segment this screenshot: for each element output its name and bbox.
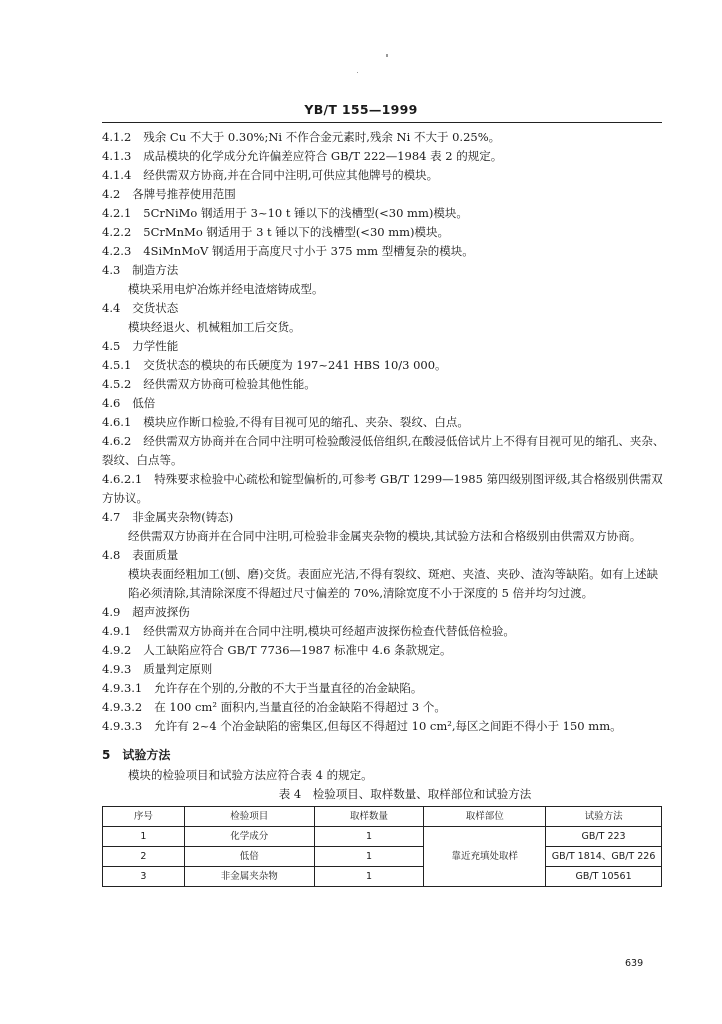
clause-line	[102, 432, 668, 470]
cell-method: GB/T 223	[546, 827, 662, 847]
clause-text: 经供需双方协商可检验其他性能。	[143, 377, 316, 391]
clause-number: 4.9.3	[102, 662, 132, 676]
clause-number: 4.6.2.1	[102, 472, 143, 486]
clause-list	[102, 128, 668, 736]
clause-number: 4.2.1	[102, 206, 132, 220]
clause-line	[102, 698, 668, 717]
table-header-row	[103, 807, 662, 827]
cell-seq: 3	[103, 867, 185, 887]
table-row	[103, 827, 662, 847]
cell-seq: 1	[103, 827, 185, 847]
page-number: 639	[625, 958, 644, 969]
clause-line	[102, 717, 668, 736]
clause-number: 4.4	[102, 301, 121, 315]
clause-number: 4.3	[102, 263, 121, 277]
clause-line	[102, 280, 668, 299]
clause-line	[102, 546, 668, 565]
clause-text: 超声波探伤	[132, 605, 190, 619]
clause-text: 经供需双方协商并在合同中注明可检验酸浸低倍组织,在酸浸低倍试片上不得有目视可见的缩孔、夹杂、裂纹、白点等。	[102, 434, 665, 467]
clause-text: 残余 Cu 不大于 0.30%;Ni 不作合金元素时,残余 Ni 不大于 0.25%。	[143, 130, 501, 144]
clause-number: 4.9.1	[102, 624, 132, 638]
clause-text: 在 100 cm² 面积内,当量直径的冶金缺陷不得超过 3 个。	[154, 700, 446, 714]
clause-text: 各牌号推荐使用范围	[132, 187, 236, 201]
clause-line	[102, 261, 668, 280]
cell-item: 非金属夹杂物	[184, 867, 314, 887]
header-location: 取样部位	[424, 807, 546, 827]
cell-qty: 1	[314, 847, 424, 867]
scan-mark	[386, 54, 388, 57]
clause-number: 4.1.3	[102, 149, 132, 163]
clause-number: 4.6.1	[102, 415, 132, 429]
cell-method: GB/T 1814、GB/T 226	[546, 847, 662, 867]
clause-text: 5CrNiMo 钢适用于 3~10 t 锤以下的浅槽型(<30 mm)模块。	[143, 206, 468, 220]
clause-text: 力学性能	[132, 339, 179, 353]
clause-text: 人工缺陷应符合 GB/T 7736—1987 标准中 4.6 条款规定。	[143, 643, 452, 657]
table-4-caption: 表 4 检验项目、取样数量、取样部位和试验方法	[278, 787, 532, 801]
clause-number: 4.7	[102, 510, 121, 524]
table-row	[103, 867, 662, 887]
clause-line	[102, 204, 668, 223]
clause-text: 经供需双方协商并在合同中注明,模块可经超声波探伤检查代替低倍检验。	[143, 624, 515, 638]
clause-text: 特殊要求检验中心疏松和锭型偏析的,可参考 GB/T 1299—1985 第四级别图评级,其合格级别供需双方协议。	[102, 472, 663, 505]
clause-text: 表面质量	[132, 548, 179, 562]
clause-line	[102, 318, 668, 337]
clause-text: 允许存在个别的,分散的不大于当量直径的冶金缺陷。	[154, 681, 423, 695]
clause-line	[102, 356, 668, 375]
clause-line	[102, 375, 668, 394]
clause-number: 4.9.3.1	[102, 681, 143, 695]
clause-line	[102, 128, 668, 147]
clause-line	[102, 394, 668, 413]
clause-text: 模块应作断口检验,不得有目视可见的缩孔、夹杂、裂纹、白点。	[143, 415, 469, 429]
cell-seq: 2	[103, 847, 185, 867]
header-qty: 取样数量	[314, 807, 424, 827]
cell-qty: 1	[314, 827, 424, 847]
clause-line	[102, 413, 668, 432]
document-body	[102, 128, 668, 887]
clause-number: 4.6.2	[102, 434, 132, 448]
clause-number: 4.9.3.3	[102, 719, 143, 733]
clause-line	[102, 299, 668, 318]
clause-text: 低倍	[132, 396, 156, 410]
clause-number: 4.5.1	[102, 358, 132, 372]
clause-number: 4.9.3.2	[102, 700, 143, 714]
clause-text: 允许有 2~4 个冶金缺陷的密集区,但每区不得超过 10 cm²,每区之间距不得小于 150 mm。	[154, 719, 622, 733]
table-row	[103, 847, 662, 867]
clause-number: 4.5.2	[102, 377, 132, 391]
clause-line	[102, 679, 668, 698]
cell-item: 化学成分	[184, 827, 314, 847]
clause-line	[102, 565, 668, 603]
clause-number: 4.8	[102, 548, 121, 562]
clause-line	[102, 223, 668, 242]
clause-number: 4.2.2	[102, 225, 132, 239]
clause-line	[102, 508, 668, 527]
clause-line	[102, 337, 668, 356]
clause-line	[102, 470, 668, 508]
clause-number: 4.9.2	[102, 643, 132, 657]
clause-line	[102, 622, 668, 641]
clause-number: 4.6	[102, 396, 121, 410]
clause-text: 经供需双方协商,并在合同中注明,可供应其他牌号的模块。	[143, 168, 439, 182]
header-rule	[102, 122, 662, 123]
clause-line	[102, 185, 668, 204]
clause-number: 4.1.2	[102, 130, 132, 144]
cell-item: 低倍	[184, 847, 314, 867]
table-4	[102, 806, 662, 887]
clause-text: 经供需双方协商并在合同中注明,可检验非金属夹杂物的模块,其试验方法和合格级别由供需双方协商。	[128, 529, 642, 543]
clause-number: 4.5	[102, 339, 121, 353]
standard-code-header: YB/T 155—1999	[304, 102, 418, 117]
header-method: 试验方法	[546, 807, 662, 827]
clause-number: 4.2	[102, 187, 121, 201]
header-item: 检验项目	[184, 807, 314, 827]
clause-number: 4.2.3	[102, 244, 132, 258]
clause-line	[102, 641, 668, 660]
header-seq: 序号	[103, 807, 185, 827]
clause-number: 4.9	[102, 605, 121, 619]
clause-line	[102, 147, 668, 166]
section-5-intro: 模块的检验项目和试验方法应符合表 4 的规定。	[128, 768, 373, 782]
clause-text: 交货状态	[132, 301, 179, 315]
clause-text: 4SiMnMoV 钢适用于高度尺寸小于 375 mm 型槽复杂的模块。	[143, 244, 474, 258]
clause-number: 4.1.4	[102, 168, 132, 182]
clause-line	[102, 603, 668, 622]
clause-text: 制造方法	[132, 263, 179, 277]
clause-text: 非金属夹杂物(铸态)	[132, 510, 234, 524]
clause-line	[102, 527, 668, 546]
clause-text: 5CrMnMo 钢适用于 3 t 锤以下的浅槽型(<30 mm)模块。	[143, 225, 450, 239]
scan-mark	[357, 72, 358, 73]
clause-text: 模块采用电炉冶炼并经电渣熔铸成型。	[128, 282, 324, 296]
clause-line	[102, 166, 668, 185]
clause-line	[102, 660, 668, 679]
clause-text: 质量判定原则	[143, 662, 213, 676]
clause-text: 模块经退火、机械粗加工后交货。	[128, 320, 301, 334]
cell-location-merged: 靠近充填处取样	[424, 827, 546, 887]
clause-text: 成品模块的化学成分允许偏差应符合 GB/T 222—1984 表 2 的规定。	[143, 149, 503, 163]
clause-text: 模块表面经粗加工(刨、磨)交货。表面应光洁,不得有裂纹、斑疤、夹渣、夹砂、渣沟等缺陷。如有上述缺陷必须清除,其清除深度不得超过尺寸偏差的 70%,清除宽度不小于深度的 5 倍并均匀过渡。	[128, 567, 659, 600]
clause-line	[102, 242, 668, 261]
section-5-heading: 5 试验方法	[102, 748, 171, 762]
clause-text: 交货状态的模块的布氏硬度为 197~241 HBS 10/3 000。	[143, 358, 447, 372]
cell-method: GB/T 10561	[546, 867, 662, 887]
cell-qty: 1	[314, 867, 424, 887]
